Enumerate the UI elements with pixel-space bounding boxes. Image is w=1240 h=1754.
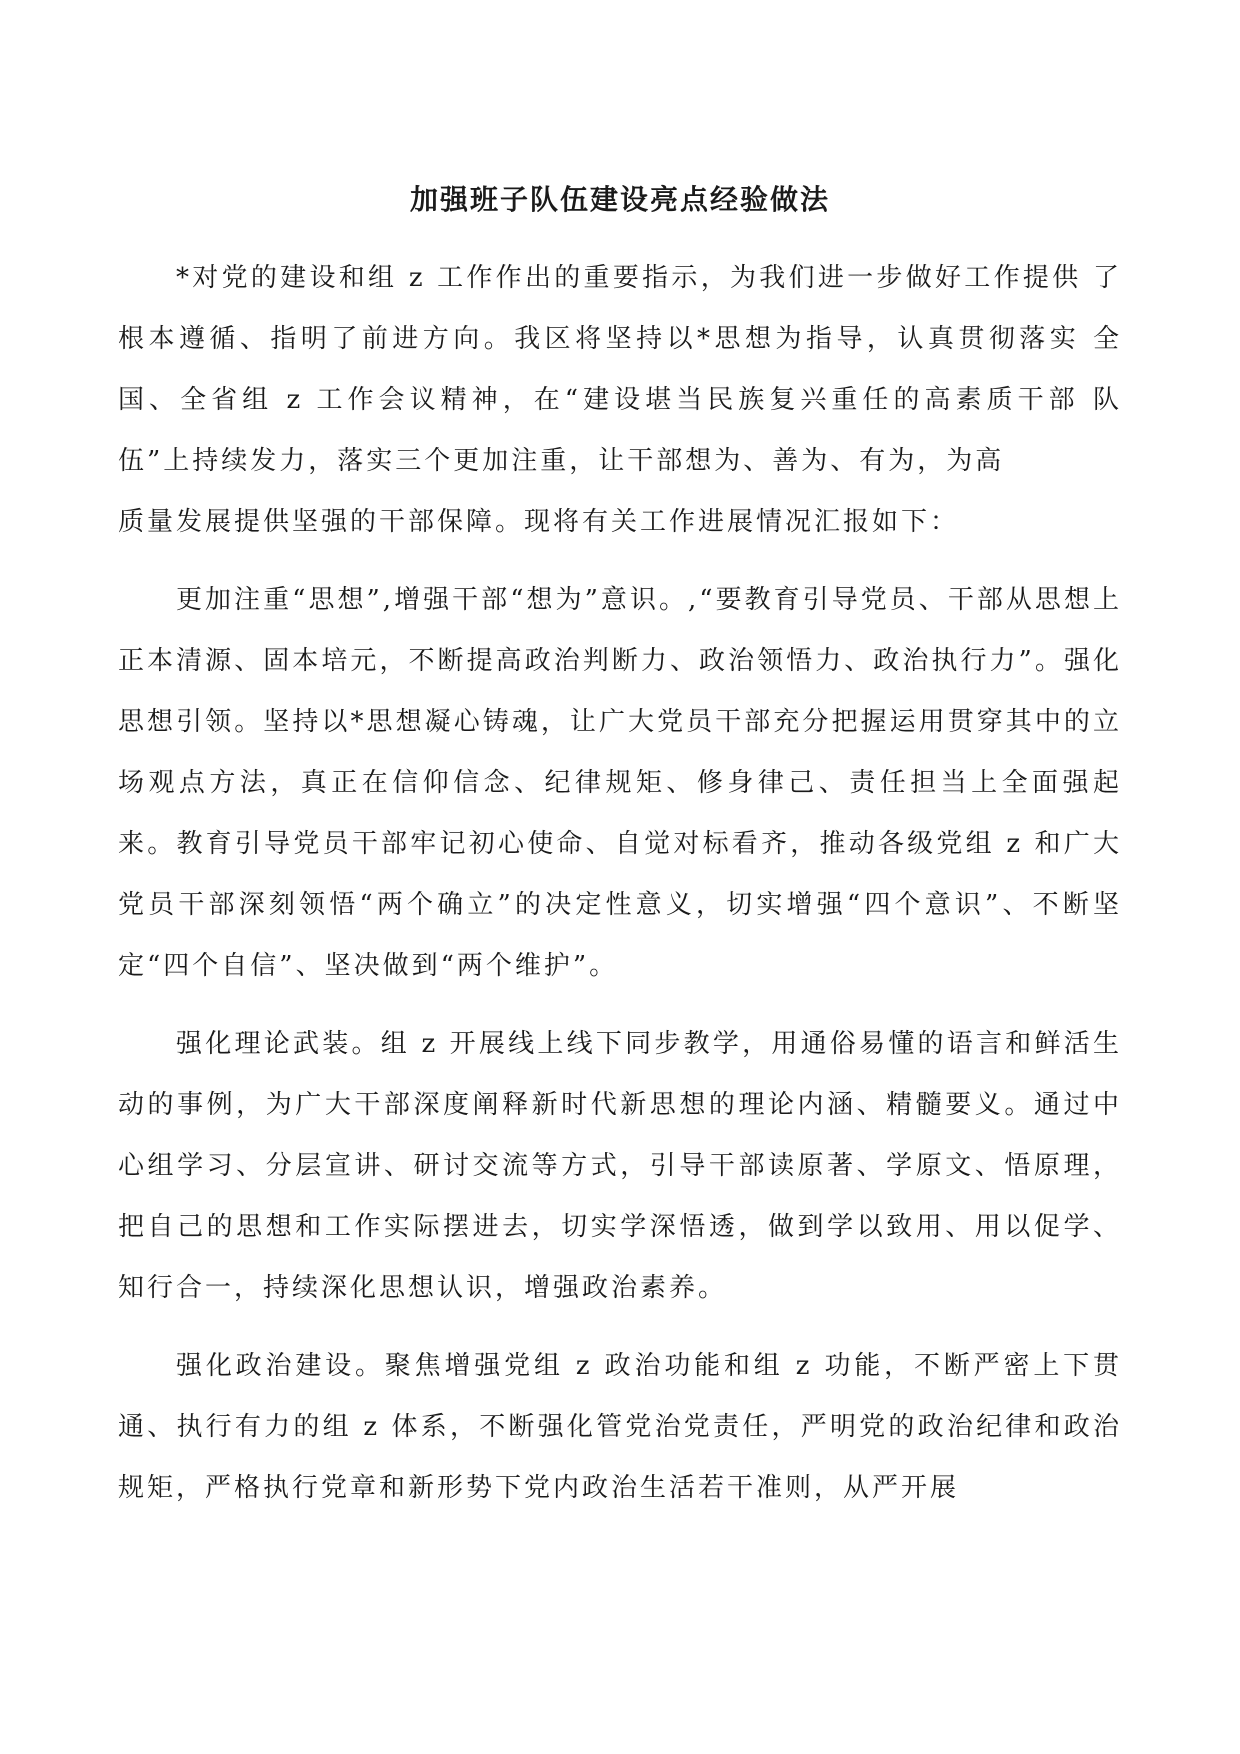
- document-title: 加强班子队伍建设亮点经验做法: [409, 183, 830, 216]
- document-body: [118, 248, 1122, 1536]
- paragraph-theory: 强化理论武装。组 z 开展线上线下同步教学，用通俗易懂的语言和鲜活生动的事例，为广大干部深度阐释新时代新思想的理论内涵、精髓要义。通过中心组学习、分层宣讲、研讨交流等方式，引导干部读原著、学原文、悟原理，把自己的思想和工作实际摆进去，切实学深悟透，做到学以致用、用以促学、知行合一，持续深化思想认识，增强政治素养。: [118, 1029, 1122, 1303]
- paragraph-intro: *对党的建设和组 z 工作作出的重要指示，为我们进一步做好工作提供 了根本遵循、指明了前进方向。我区将坚持以*思想为指导，认真贯彻落实 全国、全省组 z 工作会议精神，在“建设堪当民族复兴重任的高素质干部 队伍”上持续发力，落实三个更加注重，让干部想为、善为、有为，为高: [118, 263, 1122, 476]
- paragraph-politics: 强化政治建设。聚焦增强党组 z 政治功能和组 z 功能，不断严密上下贯通、执行有力的组 z 体系，不断强化管党治党责任，严明党的政治纪律和政治规矩，严格执行党章和新形势下党内政治生活若干准则，从严开展: [118, 1351, 1122, 1503]
- paragraph-intro-continued: 质量发展提供坚强的干部保障。现将有关工作进展情况汇报如下：: [118, 507, 960, 537]
- paragraph-thought: 更加注重“思想”,增强干部“想为”意识。,“要教育引导党员、干部从思想上正本清源、固本培元，不断提高政治判断力、政治领悟力、政治执行力”。强化思想引领。坚持以*思想凝心铸魂，让广大党员干部充分把握运用贯穿其中的立场观点方法，真正在信仰信念、纪律规矩、修身律己、责任担当上全面强起来。教育引导党员干部牢记初心使命、自觉对标看齐，推动各级党组 z 和广大党员干部深刻领悟“两个确立”的决定性意义，切实增强“四个意识”、不断坚定“四个自信”、坚决做到“两个维护”。: [118, 585, 1122, 981]
